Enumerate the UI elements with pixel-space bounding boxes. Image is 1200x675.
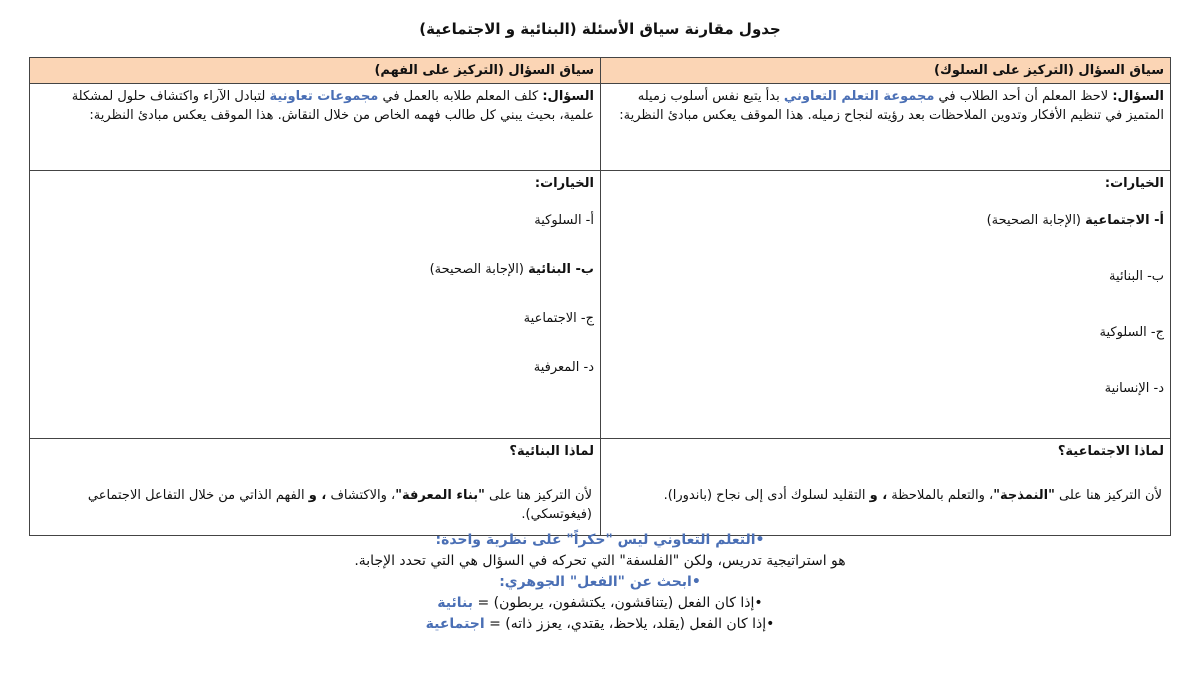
page-title: جدول مقارنة سياق الأسئلة (البنائية و الاجتماعية): [419, 20, 781, 38]
why-heading: لماذا الاجتماعية؟: [1057, 444, 1164, 459]
notes-section: [0, 530, 1200, 635]
question-text: لاحظ المعلم أن أحد الطلاب في: [934, 89, 1113, 104]
why-text: [36, 486, 594, 524]
options-behavior: [601, 171, 1171, 439]
option-d: د- المعرفية: [533, 360, 594, 375]
why-part: ، والاكتشاف: [326, 488, 396, 503]
note-line-value: بنائية: [437, 595, 473, 611]
note-line-value: اجتماعية: [425, 616, 485, 632]
note-line-social: [0, 614, 1200, 635]
why-part: التقليد لسلوك أدى إلى نجاح (باندورا).: [663, 488, 870, 503]
note-heading-1: •التعلم التعاوني ليس "حكراً" على نظرية واحدة:: [435, 532, 765, 548]
note-line-text: •إذا كان الفعل (يتناقشون، يكتشفون، يربطون) =: [473, 595, 763, 611]
options-understanding: [30, 171, 601, 439]
header-row: [30, 58, 1171, 84]
header-understanding: سياق السؤال (التركيز على الفهم): [30, 58, 601, 84]
header-behavior: سياق السؤال (التركيز على السلوك): [601, 58, 1171, 84]
why-row: [30, 439, 1171, 536]
options-heading: الخيارات:: [1104, 176, 1164, 191]
option-c: ج- الاجتماعية: [523, 311, 594, 326]
why-part: الفهم الذاتي من خلال التفاعل الاجتماعي (فيغوتسكي).: [87, 488, 592, 522]
question-highlight: مجموعات تعاونية: [269, 89, 379, 104]
why-part: لأن التركيز هنا على: [1054, 488, 1162, 503]
note-line-text: •إذا كان الفعل (يقلد، يلاحظ، يقتدي، يعزز ذاته) =: [484, 616, 775, 632]
why-heading: لماذا البنائية؟: [509, 444, 594, 459]
why-text: [607, 486, 1164, 505]
options-heading: الخيارات:: [534, 176, 594, 191]
note-paragraph: هو استراتيجية تدريس، ولكن "الفلسفة" التي تحركه في السؤال هي التي تحدد الإجابة.: [354, 553, 846, 569]
option-d: د- الإنسانية: [1104, 381, 1164, 396]
question-highlight: مجموعة التعلم التعاوني: [783, 89, 935, 104]
why-connector: ، و: [869, 488, 888, 503]
question-behavior: [601, 84, 1171, 171]
correct-answer-note: (الإجابة الصحيحة): [429, 262, 529, 277]
option-a: [607, 211, 1164, 230]
why-part: لأن التركيز هنا على: [484, 488, 592, 503]
option-a-label: أ- الاجتماعية: [1085, 213, 1164, 228]
options-row: [30, 171, 1171, 439]
question-understanding: [30, 84, 601, 171]
why-part: ، والتعلم بالملاحظة: [887, 488, 994, 503]
why-understanding: [30, 439, 601, 536]
option-b-label: ب- البنائية: [528, 262, 594, 277]
comparison-table: [29, 57, 1171, 536]
option-b: ب- البنائية: [1109, 269, 1164, 284]
why-keyword: "بناء المعرفة": [395, 488, 485, 503]
why-behavior: [601, 439, 1171, 536]
why-connector: ، و: [308, 488, 327, 503]
question-label: السؤال:: [1112, 89, 1164, 104]
option-a: أ- السلوكية: [534, 213, 594, 228]
question-text: بدأ يتبع نفس أسلوب زميله المتميز في تنظيم الأفكار وتدوين الملاحظات بعد رؤيته لنجاح زميله. هذا الموقف يعكس مبادئ النظرية:: [619, 89, 1164, 123]
question-text: لتبادل الآراء واكتشاف حلول لمشكلة علمية، بحيث يبني كل طالب فهمه الخاص من خلال النقاش. هذا الموقف يعكس مبادئ النظرية:: [71, 89, 594, 123]
why-keyword: "النمذجة": [993, 488, 1055, 503]
option-b: [36, 260, 594, 279]
correct-answer-note: (الإجابة الصحيحة): [986, 213, 1086, 228]
note-line-constructivist: [0, 593, 1200, 614]
option-c: ج- السلوكية: [1099, 325, 1164, 340]
question-label: السؤال:: [542, 89, 594, 104]
question-row: [30, 84, 1171, 171]
question-text: كلف المعلم طلابه بالعمل في: [378, 89, 543, 104]
note-heading-2: •ابحث عن "الفعل" الجوهري:: [499, 574, 701, 590]
